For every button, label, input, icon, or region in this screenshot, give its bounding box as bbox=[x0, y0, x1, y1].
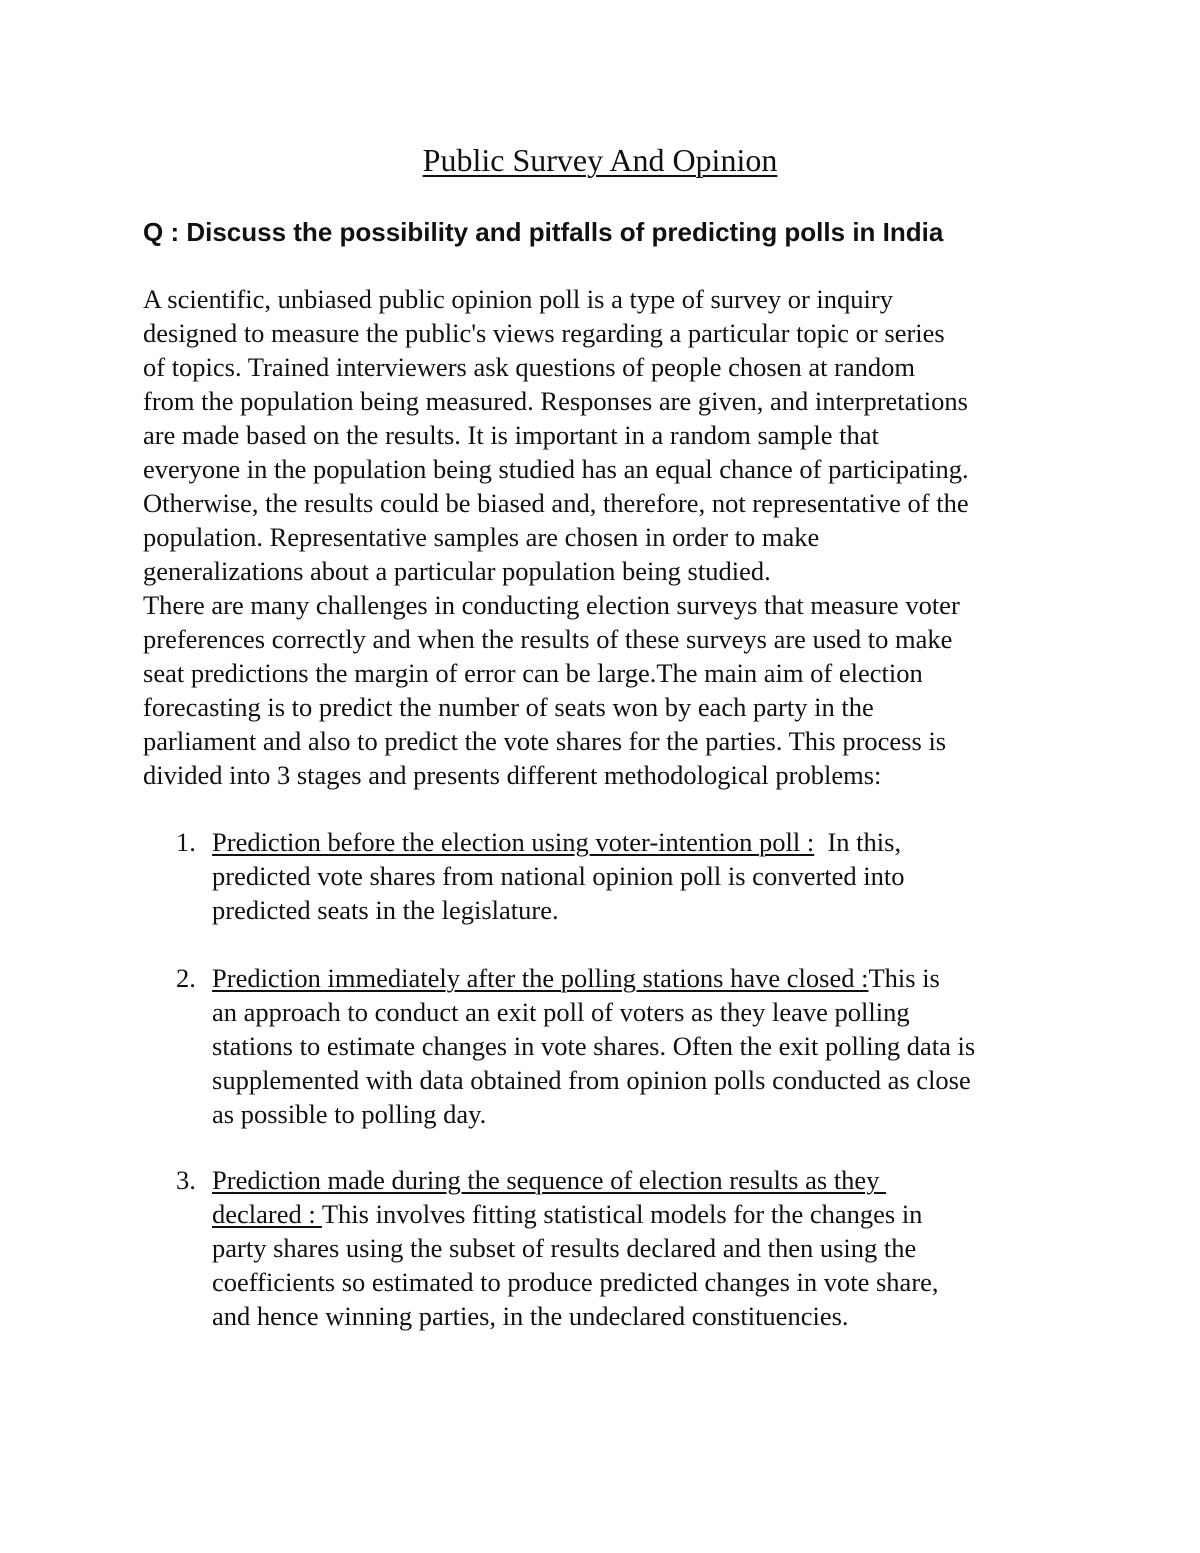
list-item-line: party shares using the subset of results declared and then using the bbox=[212, 1233, 917, 1263]
list-item-line: predicted vote shares from national opinion poll is converted into bbox=[212, 861, 905, 891]
list-item-first-line bbox=[212, 961, 1112, 995]
list-item-line: and hence winning parties, in the undeclared constituencies. bbox=[212, 1301, 849, 1331]
list-item-number: 1. bbox=[176, 827, 196, 857]
paragraph-line: forecasting is to predict the number of seats won by each party in the bbox=[143, 692, 874, 722]
list-item-heading-tail: declared : bbox=[212, 1199, 322, 1229]
list-item-text bbox=[212, 825, 1112, 927]
list-item-heading: Prediction immediately after the polling stations have closed : bbox=[212, 963, 869, 993]
paragraph-line: designed to measure the public's views regarding a particular topic or series bbox=[143, 318, 945, 348]
paragraph-line: from the population being measured. Responses are given, and interpretations bbox=[143, 386, 968, 416]
document-title: Public Survey And Opinion bbox=[422, 142, 778, 178]
list-item-line: stations to estimate changes in vote shares. Often the exit polling data is bbox=[212, 1031, 976, 1061]
list-item-number: 2. bbox=[176, 963, 196, 993]
paragraph-line: A scientific, unbiased public opinion poll is a type of survey or inquiry bbox=[143, 284, 893, 314]
list-item-heading: Prediction before the election using voter-intention poll : bbox=[212, 827, 815, 857]
paragraph-line: seat predictions the margin of error can be large.The main aim of election bbox=[143, 658, 923, 688]
list-item-number: 3. bbox=[176, 1165, 196, 1195]
list-item-line: coefficients so estimated to produce predicted changes in vote share, bbox=[212, 1267, 939, 1297]
list-item-line: an approach to conduct an exit poll of voters as they leave polling bbox=[212, 997, 910, 1027]
list-item-heading: Prediction made during the sequence of election results as they bbox=[212, 1165, 887, 1195]
list-item-first-line-rest: This is bbox=[868, 963, 940, 993]
list-item-first-line-rest: In this, bbox=[814, 827, 902, 857]
paragraph-line: population. Representative samples are chosen in order to make bbox=[143, 522, 820, 552]
list-item-line: supplemented with data obtained from opinion polls conducted as close bbox=[212, 1065, 971, 1095]
paragraph-line: preferences correctly and when the results of these surveys are used to make bbox=[143, 624, 953, 654]
paragraph-line: are made based on the results. It is important in a random sample that bbox=[143, 420, 879, 450]
paragraph-line: generalizations about a particular population being studied. bbox=[143, 556, 771, 586]
list-item-first-line bbox=[212, 1197, 1112, 1231]
list-item-line: predicted seats in the legislature. bbox=[212, 895, 559, 925]
paragraph-line: Otherwise, the results could be biased and, therefore, not representative of the bbox=[143, 488, 969, 518]
paragraph-line: parliament and also to predict the vote shares for the parties. This process is bbox=[143, 726, 947, 756]
list-item-heading-line bbox=[212, 1163, 1112, 1197]
list-item-text bbox=[212, 961, 1112, 1131]
question-heading: Q : Discuss the possibility and pitfalls of predicting polls in India bbox=[143, 217, 944, 247]
list-item-first-line-rest: This involves fitting statistical models for the changes in bbox=[321, 1199, 923, 1229]
paragraph-line: divided into 3 stages and presents different methodological problems: bbox=[143, 760, 882, 790]
list-item-text bbox=[212, 1163, 1112, 1333]
intro-paragraph bbox=[143, 282, 1083, 792]
list-item-first-line bbox=[212, 825, 1112, 859]
paragraph-line: everyone in the population being studied has an equal chance of participating. bbox=[143, 454, 969, 484]
paragraph-line: There are many challenges in conducting election surveys that measure voter bbox=[143, 590, 960, 620]
paragraph-line: of topics. Trained interviewers ask questions of people chosen at random bbox=[143, 352, 916, 382]
list-item-line: as possible to polling day. bbox=[212, 1099, 487, 1129]
